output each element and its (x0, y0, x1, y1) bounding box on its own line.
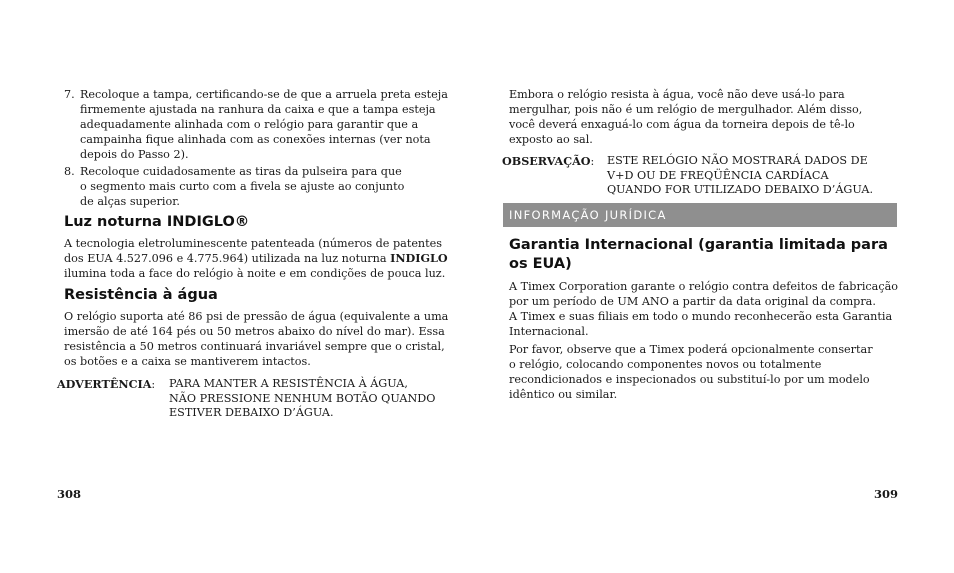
heading-line: Garantia Internacional (garantia limitada para (509, 237, 888, 253)
text-line: exposto ao sal. (509, 133, 593, 146)
text-line: você deverá enxaguá-lo com água da torneira depois de tê-lo (509, 118, 855, 131)
text-line: A tecnologia eletroluminescente patenteada (números de patentes (64, 237, 442, 250)
text-line: ESTIVER DEBAIXO D’ÁGUA. (169, 406, 334, 419)
text-line: V+D OU DE FREQÜÊNCIA CARDÍACA (607, 168, 829, 182)
heading-line: os EUA) (509, 256, 572, 272)
label-colon: : (151, 378, 156, 391)
text-line: PARA MANTER A RESISTÊNCIA À ÁGUA, (169, 377, 408, 390)
list-number: 7. (64, 88, 75, 101)
list-text (80, 164, 404, 209)
text-line: O relógio suporta até 86 psi de pressão de água (equivalente a uma (64, 310, 449, 323)
text-line: depois do Passo 2). (80, 148, 189, 161)
text-line: o segmento mais curto com a fivela se ajuste ao conjunto (80, 180, 405, 193)
paragraph-water-resistance (64, 309, 456, 369)
text-line: imersão de até 164 pés ou 50 metros abaixo do nível do mar). Essa (64, 325, 445, 338)
text-line: adequadamente alinhada com o relógio para garantir que a (80, 118, 419, 131)
text-line: NÃO PRESSIONE NENHUM BOTÃO QUANDO (169, 391, 436, 405)
label-text: ADVERTÊNCIA (57, 377, 152, 391)
text-line: QUANDO FOR UTILIZADO DEBAIXO D’ÁGUA. (607, 183, 874, 196)
text-line: Internacional. (509, 325, 589, 338)
text-line: Recoloque cuidadosamente as tiras da pulseira para que (80, 165, 402, 178)
text-run: dos EUA 4.527.096 e 4.775.964) utilizada na luz noturna (64, 252, 391, 265)
text-line: Por favor, observe que a Timex poderá opcionalmente consertar (509, 343, 873, 356)
text-line: recondicionados e inspecionados ou substituí-lo por um modelo (509, 373, 870, 386)
observation-label (502, 154, 594, 170)
text-line: Recoloque a tampa, certificando-se de que a arruela preta esteja (80, 88, 448, 101)
heading-warranty (509, 236, 901, 274)
text-line: por um período de UM ANO a partir da data original da compra. (509, 295, 876, 308)
text-line: campainha fique alinhada com as conexões internas (ver nota (80, 133, 431, 146)
text-line: A Timex Corporation garante o relógio contra defeitos de fabricação (509, 280, 899, 293)
observation-text (607, 154, 873, 198)
warning-label (57, 377, 155, 393)
text-line: resistência a 50 metros continuará invariável sempre que o cristal, (64, 340, 445, 353)
text-line: mergulhar, pois não é um relógio de mergulhador. Além disso, (509, 103, 863, 116)
text-line: o relógio, colocando componentes novos ou totalmente (509, 358, 822, 371)
list-text (80, 87, 448, 162)
paragraph-warranty-2 (509, 342, 901, 402)
text-line: firmemente ajustada na ranhura da caixa e que a tampa esteja (80, 103, 436, 116)
text-line: Embora o relógio resista à água, você não deve usá-lo para (509, 88, 845, 101)
text-line (64, 251, 456, 266)
section-bar-label: INFORMAÇÃO JURÍDICA (509, 208, 667, 222)
heading-water-resistance: Resistência à água (64, 287, 218, 303)
text-line: idêntico ou similar. (509, 388, 618, 401)
text-line: A Timex e suas filiais em todo o mundo reconhecerão esta Garantia (509, 310, 893, 323)
text-line: os botões e a caixa se mantiverem intactos. (64, 355, 311, 368)
label-colon: : (590, 155, 595, 168)
text-run-bold: INDIGLO (390, 251, 448, 265)
heading-indiglo: Luz noturna INDIGLO® (64, 214, 250, 230)
text-line: ESTE RELÓGIO NÃO MOSTRARÁ DADOS DE (607, 154, 868, 167)
text-line: de alças superior. (80, 195, 180, 208)
label-text: OBSERVAÇÃO (502, 154, 591, 168)
paragraph-indiglo (64, 236, 456, 281)
paragraph-intro (509, 87, 897, 147)
page-number-right: 309 (874, 487, 899, 501)
paragraph-warranty-1 (509, 279, 901, 339)
page-number-left: 308 (57, 487, 82, 501)
text-line: ilumina toda a face do relógio à noite e em condições de pouca luz. (64, 267, 446, 280)
section-bar-legal (503, 203, 897, 227)
list-number: 8. (64, 165, 75, 178)
warning-text (169, 377, 435, 421)
